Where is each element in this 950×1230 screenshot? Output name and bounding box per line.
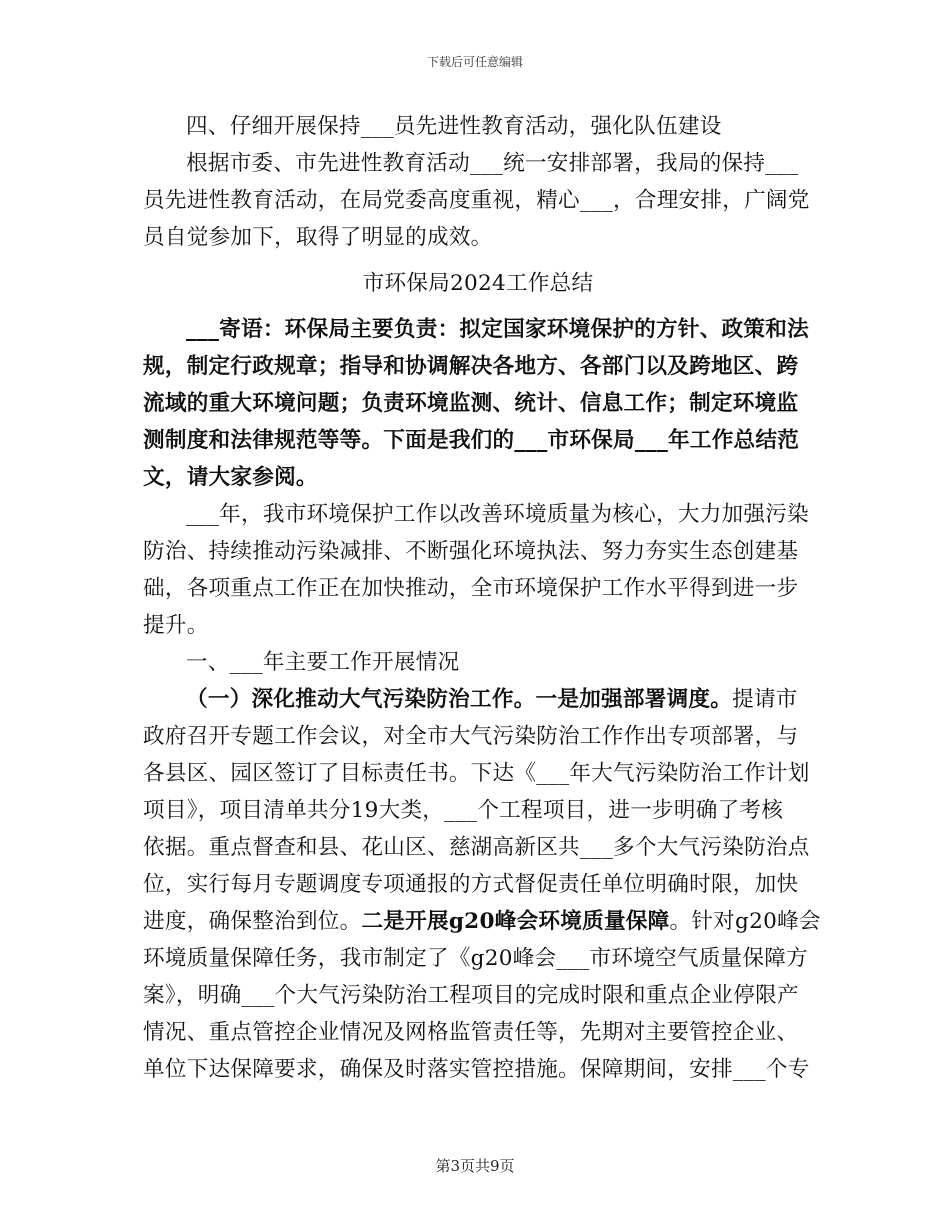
paragraph-line: 员先进性教育活动，在局党委高度重视，精心___，合理安排，广阔党 [143,188,810,213]
page-number: 第3页共9页 [435,1157,515,1175]
paragraph-line [143,681,813,718]
paragraph-line: 单位下达保障要求，确保及时落实管控措施。保障期间，安排___个专 [143,1057,810,1082]
paragraph-line: 政府召开专题工作会议，对全市大气污染防治工作作出专项部署，与 [143,724,799,749]
foreword-line: 文，请大家参阅。 [143,465,318,490]
paragraph-line: 环境质量保障任务，我市制定了《g20峰会___市环境空气质量保障方 [143,946,808,971]
paragraph-line: 情况、重点管控企业情况及网格监管责任等，先期对主要管控企业、 [143,1020,799,1045]
document-title: 市环保局2024工作总结 [362,271,594,296]
foreword-line: 流域的重大环境问题；负责环境监测、统计、信息工作；制定环境监 [143,391,799,416]
intro-line: 防治、持续推动污染减排、不断强化环境执法、努力夯实生态创建基 [143,539,799,564]
plain-text: 。针对g20峰会 [669,909,821,934]
intro-line: ___年，我市环境保护工作以改善环境质量为核心，大力加强污染 [186,502,809,527]
intro-line: 础，各项重点工作正在加快推动，全市环境保护工作水平得到进一步 [143,576,799,601]
plain-text: 进度，确保整治到位。 [143,909,362,934]
foreword-line: ___寄语：环保局主要负责：拟定国家环境保护的方针、政策和法 [186,317,809,342]
document-body [143,108,821,1088]
paragraph-line: 位，实行每月专题调度专项通报的方式督促责任单位明确时限，加快 [143,872,799,897]
paragraph-line [143,903,821,940]
foreword-line: 测制度和法律规范等等。下面是我们的___市环保局___年工作总结范 [143,428,800,453]
paragraph-line: 根据市委、市先进性教育活动___统一安排部署，我局的保持___ [186,151,799,176]
paragraph-line: 项目》，项目清单共分19大类，___个工程项目，进一步明确了考核 [143,798,784,823]
paragraph-line: 案》，明确___个大气污染防治工程项目的完成时限和重点企业停限产 [143,983,799,1008]
section-one-heading: 一、___年主要工作开展情况 [186,650,460,675]
bold-lead-text: 二是开展g20峰会环境质量保障 [361,909,670,934]
foreword-line: 规，制定行政规章；指导和协调解决各地方、各部门以及跨地区、跨 [143,354,799,379]
paragraph-line: 依据。重点督查和县、花山区、慈湖高新区共___多个大气污染防治点 [143,835,810,860]
paragraph-line: 员自觉参加下，取得了明显的成效。 [143,225,493,250]
plain-text: 提请市 [732,687,798,712]
intro-line: 提升。 [143,613,209,638]
bold-lead-text: （一）深化推动大气污染防治工作。一是加强部署调度。 [186,687,733,712]
paragraph-line: 各县区、园区签订了目标责任书。下达《___年大气污染防治工作计划 [143,761,810,786]
section-four-heading: 四、仔细开展保持___员先进性教育活动，强化队伍建设 [186,114,722,139]
page-header-note: 下载后可任意编辑 [426,55,523,69]
